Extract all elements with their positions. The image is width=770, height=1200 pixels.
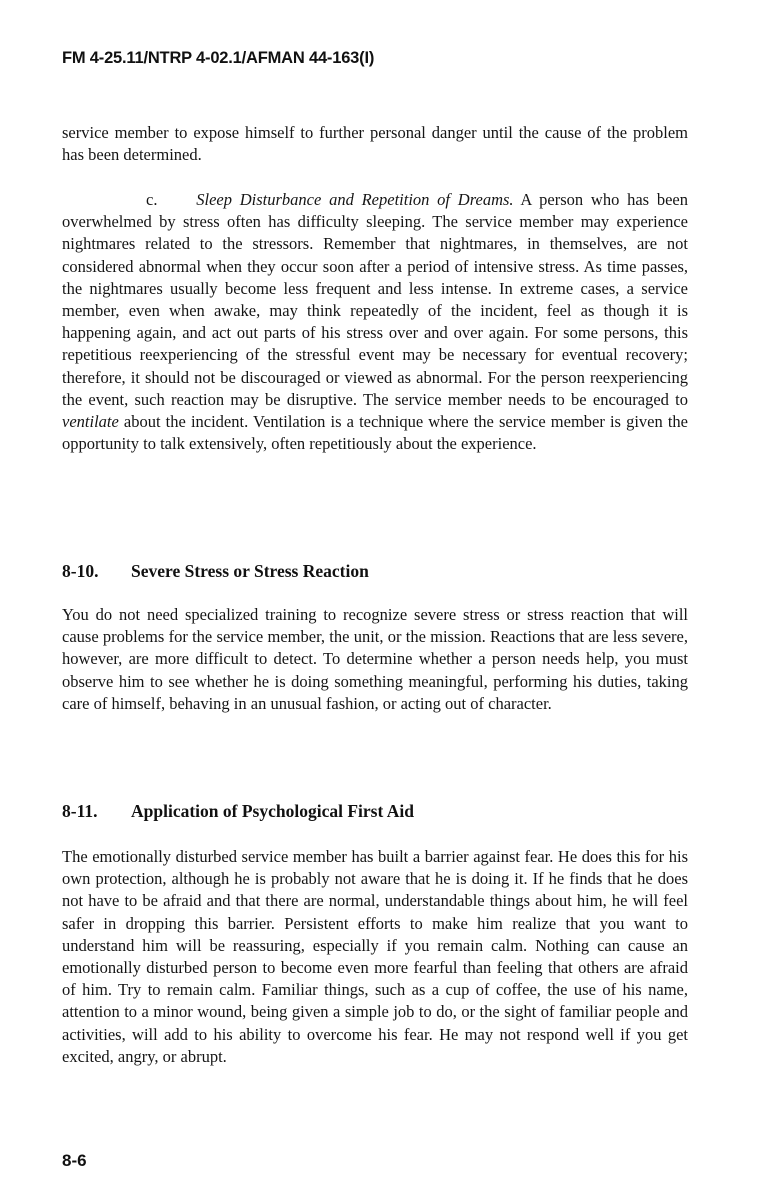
section-8-11-paragraph: The emotionally disturbed service member has built a barrier against fear. He does this for his own protection, although he is probably not aware that he is doing it. If he finds that he does not have to be afraid and that there are normal, understandable things about him, he will feel safer in dropping this barrier. Persistent efforts to make him realize that you want to understand him will be reassuring, especially if you remain calm. Nothing can cause an emotionally disturbed person to become even more fearful than feeling that others are afraid of him. Try to remain calm. Familiar things, such as a cup of coffee, the use of his name, attention to a minor wound, being given a simple job to do, or the sight of familiar people and activities, will add to his ability to overcome his fear. He may not respond well if you get excited, angry, or abrupt. bbox=[62, 847, 688, 1066]
continuation-paragraph: service member to expose himself to further personal danger until the cause of the problem has been determined. bbox=[62, 123, 688, 165]
subsection-emphasis: ventilate bbox=[62, 412, 119, 432]
subsection-text-part-2: about the incident. Ventilation is a technique where the service member is given the opportunity to talk extensively, often repetitiously about the experience. bbox=[62, 412, 688, 454]
section-heading-8-10 bbox=[62, 561, 369, 582]
section-heading-8-11 bbox=[62, 801, 414, 822]
section-number: 8-11. bbox=[62, 801, 98, 821]
subsection-letter: c. bbox=[146, 190, 158, 209]
subsection-c-paragraph bbox=[62, 189, 688, 455]
section-number: 8-10. bbox=[62, 561, 99, 581]
section-title: Severe Stress or Stress Reaction bbox=[131, 561, 369, 581]
section-8-10-paragraph: You do not need specialized training to recognize severe stress or stress reaction that will cause problems for the service member, the unit, or the mission. Reactions that are less severe, however, are more difficult to detect. To determine whether a person needs help, you must observe him to see whether he is doing something meaningful, performing his duties, taking care of himself, behaving in an unusual fashion, or acting out of character. bbox=[62, 605, 688, 713]
subsection-title: Sleep Disturbance and Repetition of Dreams. bbox=[196, 190, 514, 209]
page-header: FM 4-25.11/NTRP 4-02.1/AFMAN 44-163(I) bbox=[62, 49, 375, 67]
section-title: Application of Psychological First Aid bbox=[131, 801, 414, 821]
page-number: 8-6 bbox=[62, 1151, 87, 1170]
subsection-text-part-1: A person who has been overwhelmed by stress often has difficulty sleeping. The service member may experience nightmares related to the stressors. Remember that nightmares, in themselves, are not considered abnormal when they occur soon after a period of intensive stress. As time passes, the nightmares usually become less frequent and less intense. In extreme cases, a service member, even when awake, may think repeatedly of the incident, feel as though it is happening again, and act out parts of his stress over and over again. For some persons, this repetitious reexperiencing of the stressful event may be necessary for eventual recovery; therefore, it should not be discouraged or viewed as abnormal. For the person reexperiencing the event, such reaction may be disruptive. The service member needs to be encouraged to bbox=[62, 190, 688, 409]
